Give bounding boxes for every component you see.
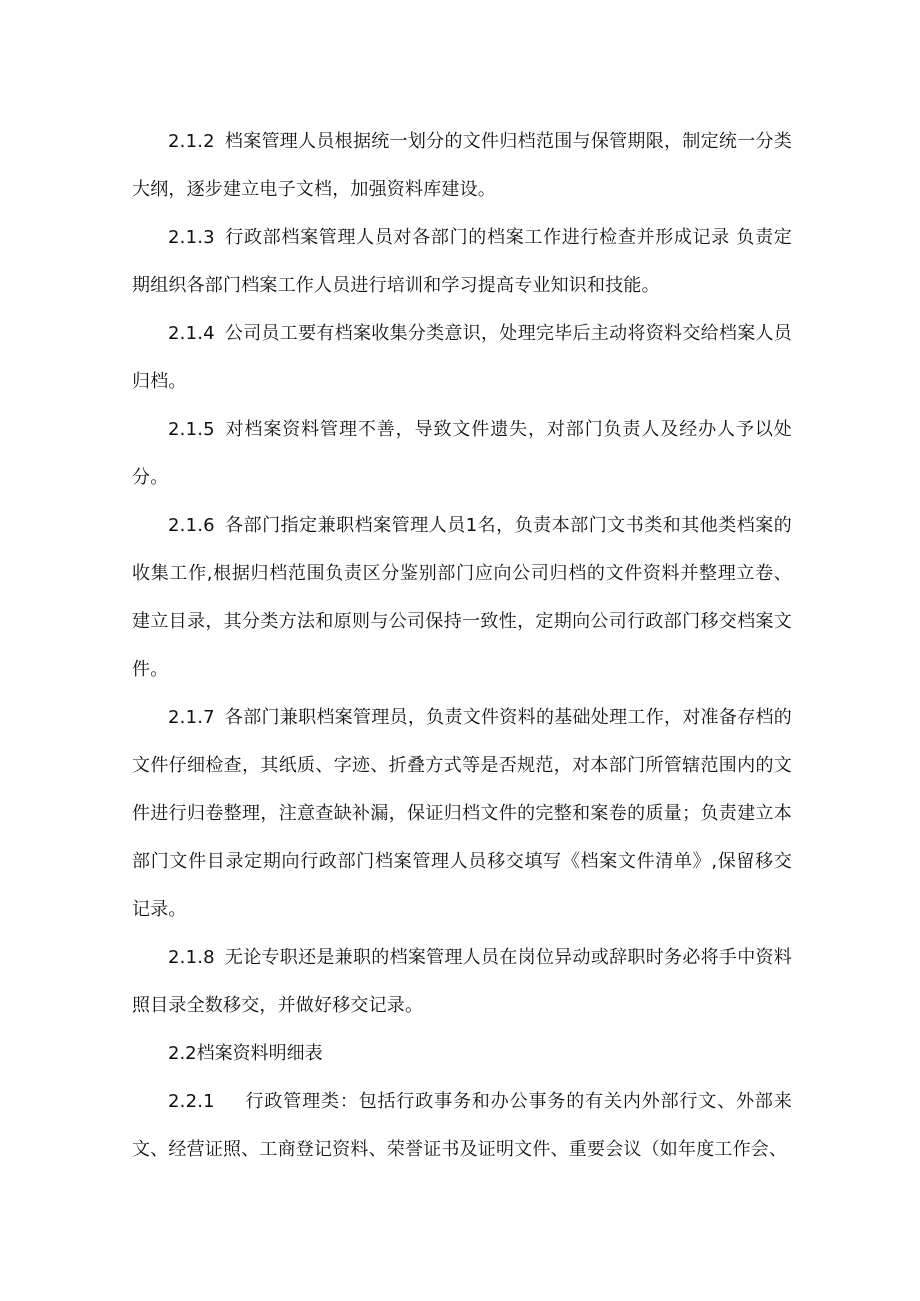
paragraph-text: 无论专职还是兼职的档案管理人员在岗位异动或辞职时务必将手中资料照目录全数移交，并做好移交记录。 <box>132 947 792 1016</box>
document-body <box>132 118 792 1174</box>
paragraph-number: 2.1.7 <box>168 707 215 728</box>
paragraph-2-1-2 <box>132 118 792 214</box>
paragraph-number: 2.1.6 <box>168 515 215 536</box>
paragraph-text: 对档案资料管理不善，导致文件遗失，对部门负责人及经办人予以处分。 <box>132 419 792 488</box>
paragraph-text: 各部门指定兼职档案管理人员1名，负责本部门文书类和其他类档案的收集工作,根据归档范围负责区分鉴别部门应向公司归档的文件资料并整理立卷、建立目录，其分类方法和原则与公司保持一致性，定期向公司行政部门移交档案文件。 <box>132 515 792 680</box>
paragraph-text: 行政部档案管理人员对各部门的档案工作进行检查并形成记录 负责定期组织各部门档案工作人员进行培训和学习提高专业知识和技能。 <box>132 227 792 296</box>
paragraph-number: 2.2.1 <box>168 1091 215 1112</box>
paragraph-text: 档案管理人员根据统一划分的文件归档范围与保管期限，制定统一分类大纲，逐步建立电子文档，加强资料库建设。 <box>132 131 792 200</box>
paragraph-number: 2.1.8 <box>168 947 215 968</box>
paragraph-2-1-4 <box>132 310 792 406</box>
paragraph-2-1-6 <box>132 502 792 694</box>
paragraph-2-1-3 <box>132 214 792 310</box>
paragraph-text: 公司员工要有档案收集分类意识，处理完毕后主动将资料交给档案人员归档。 <box>132 323 792 392</box>
paragraph-2-1-5 <box>132 406 792 502</box>
paragraph-2-2-1 <box>132 1078 792 1174</box>
paragraph-text: 各部门兼职档案管理员，负责文件资料的基础处理工作，对准备存档的文件仔细检查，其纸质、字迹、折叠方式等是否规范，对本部门所管辖范围内的文件进行归卷整理，注意查缺补漏，保证归档文件的完整和案卷的质量；负责建立本部门文件目录定期向行政部门档案管理人员移交填写《档案文件清单》,保留移交记录。 <box>132 707 792 920</box>
section-heading: 2.2档案资料明细表 <box>168 1043 323 1064</box>
paragraph-number: 2.1.5 <box>168 419 215 440</box>
paragraph-number: 2.1.4 <box>168 323 215 344</box>
paragraph-number: 2.1.3 <box>168 227 215 248</box>
paragraph-2-1-7 <box>132 694 792 934</box>
paragraph-number: 2.1.2 <box>168 131 215 152</box>
paragraph-2-1-8 <box>132 934 792 1030</box>
paragraph-text: 行政管理类：包括行政事务和办公事务的有关内外部行文、外部来文、经营证照、工商登记资料、荣誉证书及证明文件、重要会议（如年度工作会、 <box>132 1091 792 1160</box>
